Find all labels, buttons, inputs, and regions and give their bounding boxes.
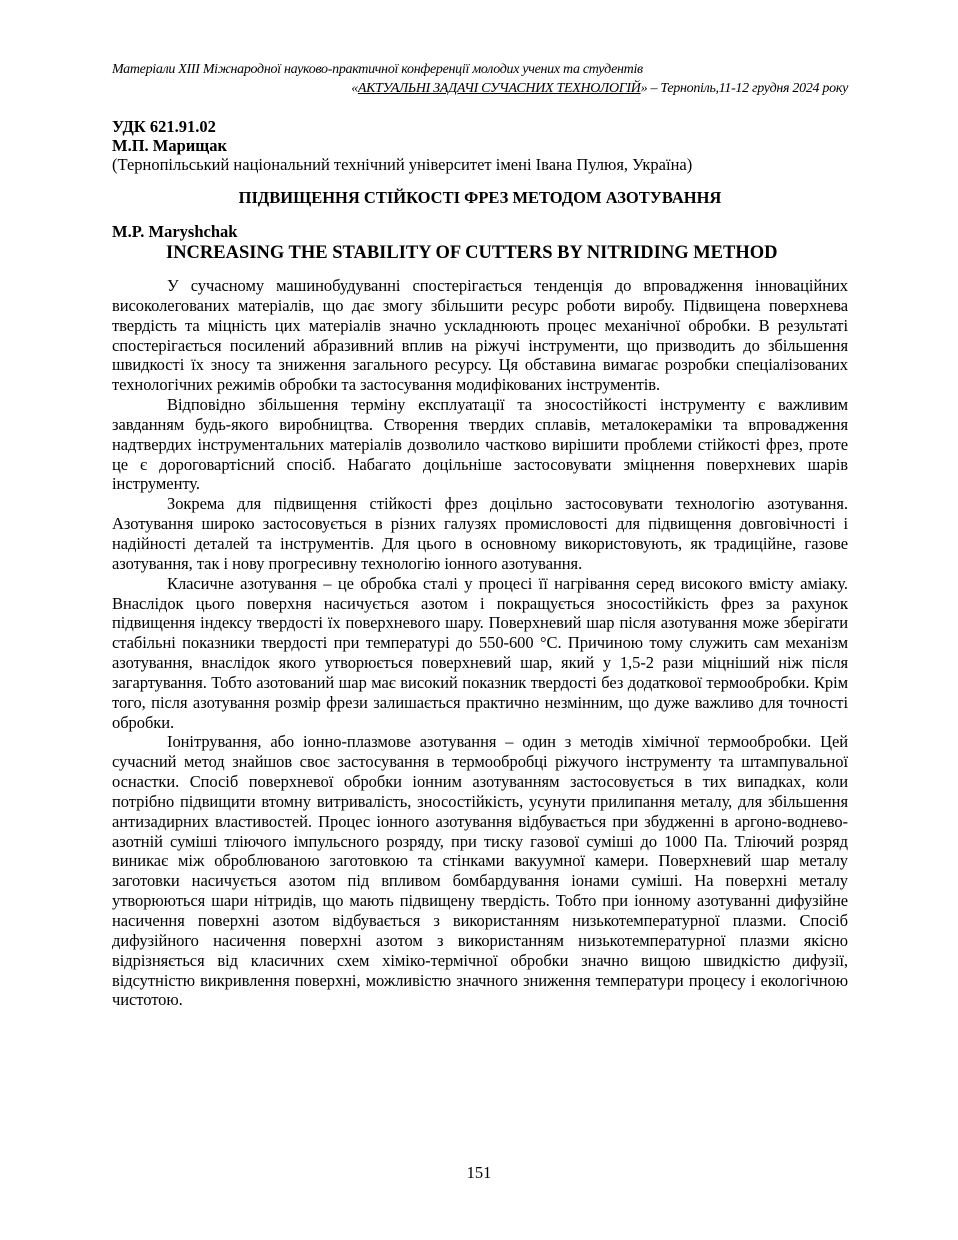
running-header-line2	[112, 79, 848, 98]
page-number: 151	[466, 1163, 492, 1182]
conference-quote-open: «	[351, 81, 358, 96]
body-paragraph: У сучасному машинобудуванні спостерігається тенденція до впровадження інноваційних високолегованих матеріалів, що дає змогу збільшити ресурс роботи виробу. Підвищена поверхнева твердість та міцність цих матеріалів значно ускладнюють процес механічної обробки. В результаті спостерігається посилений абразивний вплив на ріжучі інструменти, що призводить до збільшення швидкості їх зносу та зниження загального ресурсу. Ця обставина вимагає розробки спеціалізованих технологічних режимів обробки та застосування модифікованих інструментів.	[112, 276, 848, 395]
author-english: M.P. Maryshchak	[112, 222, 238, 241]
running-header-line1: Матеріали XIII Міжнародної науково-практичної конференції молодих учених та студентів	[112, 62, 643, 77]
author-affiliation: (Тернопільський національний технічний університет імені Івана Пулюя, Україна)	[112, 155, 693, 174]
body-paragraph: Іонітрування, або іонно-плазмове азотування – один з методів хімічної термообробки. Цей сучасний метод знайшов своє застосування в термообробці ріжучого інструменту та штампувальної оснастки. Спосіб поверхневої обробки іонним азотуванням застосовується в тих випадках, коли потрібно підвищити втомну витривалість, зносостійкість, усунути прилипання металу, для збільшення антизадирних властивостей. Процес іонного азотування відбувається при збудженні в аргоно-воднево-азотній суміші тліючого імпульсного розряду, при тиску газової суміші до 1000 Па. Тліючий розряд виникає між оброблюваною заготовкою та стінками вакуумної камери. Поверхневий шар металу заготовки насичується азотом під впливом бомбардування іонами суміші. На поверхні металу утворюються шари нітридів, що мають підвищену твердість. Тобто при іонному азотуванні дифузійне насичення поверхні азотом відбувається з використанням низькотемпературної плазми. Спосіб дифузійного насичення поверхні азотом з використанням низькотемпературної плазми якісно відрізняється від класичних схем хіміко-термічної обробки значно вищою швидкістю дифузії, відсутністю викривлення поверхні, можливістю значного зниження температури процесу і екологічною чистотою.	[112, 732, 848, 1010]
paper-title-english: INCREASING THE STABILITY OF CUTTERS BY NITRIDING METHOD	[166, 243, 778, 263]
conference-location-date: » – Тернопіль,11-12 грудня 2024 року	[640, 81, 848, 96]
author-ukrainian: М.П. Марищак	[112, 136, 227, 155]
body-paragraph: Відповідно збільшення терміну експлуатації та зносостійкості інструменту є важливим завданням будь-якого виробництва. Створення твердих сплавів, металокераміки та впровадження надтвердих інструментальних матеріалів дозволило частково вирішити проблеми стійкості фрез, проте це є дороговартісний спосіб. Набагато доцільніше застосовувати зміцнення поверхневих шарів інструменту.	[112, 395, 848, 494]
udk-code: УДК 621.91.02	[112, 117, 216, 136]
body-paragraph: Зокрема для підвищення стійкості фрез доцільно застосовувати технологію азотування. Азотування широко застосовується в різних галузях промисловості для підвищення довговічності і надійності деталей та інструментів. Для цього в основному використовують, як традиційне, газове азотування, так і нову прогресивну технологію іонного азотування.	[112, 494, 848, 573]
body-paragraph: Класичне азотування – це обробка сталі у процесі її нагрівання серед високого вмісту аміаку. Внаслідок цього поверхня насичується азотом і покращується зносостійкість фрез за рахунок підвищення індексу твердості їх поверхневого шару. Поверхневий шар після азотування може зберігати стабільні показники твердості при температурі до 550-600 °С. Причиною тому служить сам механізм азотування, внаслідок якого утворюється поверхневий шар, який у 1,5-2 рази міцніший ніж після загартування. Тобто азотований шар має високий показник твердості без додаткової термообробки. Крім того, після азотування розмір фрези залишається практично незмінним, що дуже важливо для точності обробки.	[112, 573, 848, 732]
article-body	[112, 276, 848, 1010]
conference-name: АКТУАЛЬНІ ЗАДАЧІ СУЧАСНИХ ТЕХНОЛОГІЙ	[357, 81, 641, 96]
paper-title-ukrainian: ПІДВИЩЕННЯ СТІЙКОСТІ ФРЕЗ МЕТОДОМ АЗОТУВАННЯ	[238, 188, 722, 207]
